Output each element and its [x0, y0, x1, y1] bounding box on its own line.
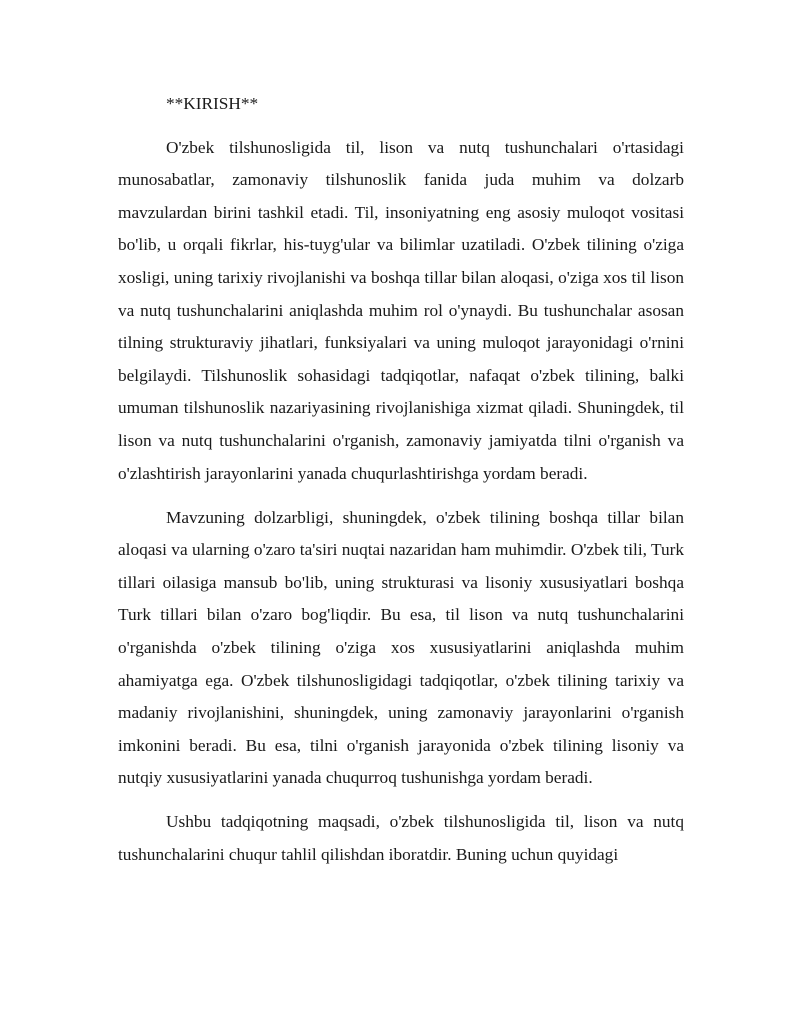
- paragraph: O'zbek tilshunosligida til, lison va nutq tushunchalari o'rtasidagi munosabatlar, zamonaviy tilshunoslik fanida juda muhim va dolzarb mavzulardan birini tashkil etadi. Til, insoniyatning eng asosiy muloqot vositasi bo'lib, u orqali fikrlar, his-tuyg'ular va bilimlar uzatiladi. O'zbek tilining o'ziga xosligi, uning tarixiy rivojlanishi va boshqa tillar bilan aloqasi, o'ziga xos til lison va nutq tushunchalarini aniqlashda muhim rol o'ynaydi. Bu tushunchalar asosan tilning strukturaviy jihatlari, funksiyalari va uning muloqot jarayonidagi o'rnini belgilaydi. Tilshunoslik sohasidagi tadqiqotlar, nafaqat o'zbek tilining, balki umuman tilshunoslik nazariyasining rivojlanishiga xizmat qiladi. Shuningdek, til lison va nutq tushunchalarini o'rganish, zamonaviy jamiyatda tilni o'rganish va o'zlashtirish jarayonlarini yanada chuqurlashtirishga yordam beradi.: [118, 137, 684, 483]
- document-page: [118, 88, 684, 883]
- section-heading: **KIRISH**: [166, 94, 259, 113]
- paragraph: Mavzuning dolzarbligi, shuningdek, o'zbek tilining boshqa tillar bilan aloqasi va ularning o'zaro ta'siri nuqtai nazaridan ham muhimdir. O'zbek tili, Turk tillari oilasiga mansub bo'lib, uning strukturasi va lisoniy xususiyatlari boshqa Turk tillari bilan o'zaro bog'liqdir. Bu esa, til lison va nutq tushunchalarini o'rganishda o'zbek tilining o'ziga xos xususiyatlarini aniqlashda muhim ahamiyatga ega. O'zbek tilshunosligidagi tadqiqotlar, o'zbek tilining tarixiy va madaniy rivojlanishini, shuningdek, uning zamonaviy jarayonlarini o'rganish imkonini beradi. Bu esa, tilni o'rganish jarayonida o'zbek tilining lisoniy va nutqiy xususiyatlarini yanada chuqurroq tushunishga yordam beradi.: [118, 507, 684, 788]
- paragraph: Ushbu tadqiqotning maqsadi, o'zbek tilshunosligida til, lison va nutq tushunchalarini chuqur tahlil qilishdan iboratdir. Buning uchun quyidagi: [118, 812, 684, 865]
